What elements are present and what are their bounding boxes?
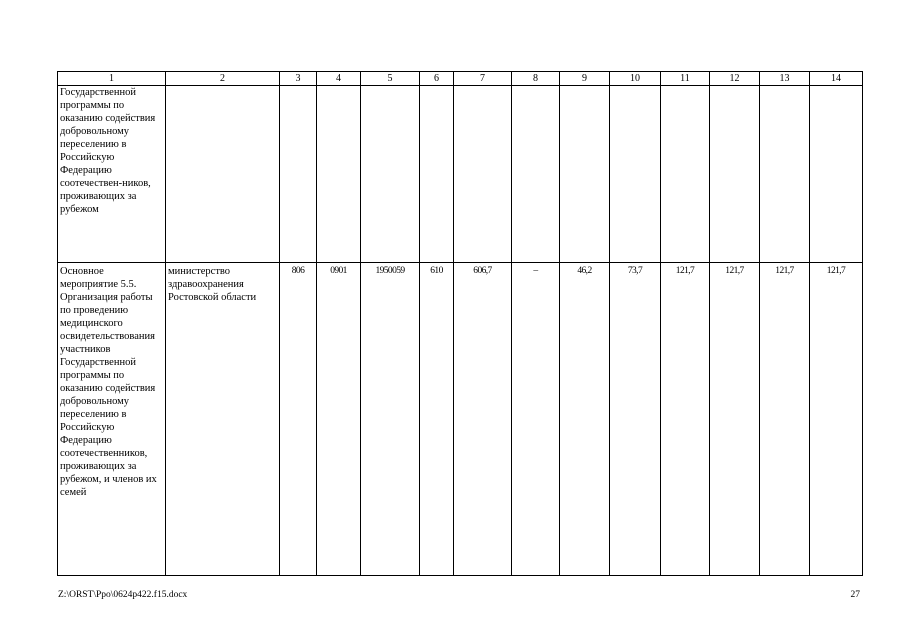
- value-cell: 121,7: [810, 263, 863, 576]
- table-row: [58, 86, 863, 263]
- header-cell: 11: [661, 72, 710, 86]
- header-cell: 1: [58, 72, 166, 86]
- empty-cell: [317, 86, 361, 263]
- empty-cell: [710, 86, 760, 263]
- value-cell: 121,7: [661, 263, 710, 576]
- continuation-cell: Государственной программы по оказанию содействия добровольному переселению в Российскую Федерацию соотечествен-ников, проживающих за рубежом: [58, 86, 166, 263]
- header-cell: 8: [512, 72, 560, 86]
- budget-table: [57, 71, 863, 576]
- value-cell: 46,2: [560, 263, 610, 576]
- empty-cell: [280, 86, 317, 263]
- empty-cell: [166, 86, 280, 263]
- empty-cell: [361, 86, 420, 263]
- table-row: [58, 263, 863, 576]
- empty-cell: [454, 86, 512, 263]
- header-cell: 10: [610, 72, 661, 86]
- executor-cell: министерство здравоохранения Ростовской области: [166, 263, 280, 576]
- empty-cell: [512, 86, 560, 263]
- header-cell: 13: [760, 72, 810, 86]
- value-cell: 1950059: [361, 263, 420, 576]
- header-cell: 7: [454, 72, 512, 86]
- empty-cell: [760, 86, 810, 263]
- value-cell: –: [512, 263, 560, 576]
- value-cell: 73,7: [610, 263, 661, 576]
- header-cell: 6: [420, 72, 454, 86]
- empty-cell: [661, 86, 710, 263]
- header-cell: 14: [810, 72, 863, 86]
- footer-file-path: Z:\ORST\Ppo\0624p422.f15.docx: [58, 590, 188, 600]
- header-cell: 9: [560, 72, 610, 86]
- header-cell: 4: [317, 72, 361, 86]
- value-cell: 606,7: [454, 263, 512, 576]
- empty-cell: [610, 86, 661, 263]
- header-cell: 12: [710, 72, 760, 86]
- empty-cell: [560, 86, 610, 263]
- value-cell: 610: [420, 263, 454, 576]
- page-number: 27: [850, 590, 860, 600]
- value-cell: 121,7: [710, 263, 760, 576]
- header-row: [58, 72, 863, 86]
- header-cell: 3: [280, 72, 317, 86]
- header-cell: 2: [166, 72, 280, 86]
- value-cell: 0901: [317, 263, 361, 576]
- header-cell: 5: [361, 72, 420, 86]
- empty-cell: [420, 86, 454, 263]
- activity-name-cell: Основное мероприятие 5.5. Организация работы по проведению медицинского освидетельствования участников Государственной программы по оказанию содействия добровольному переселению в Российскую Федерацию соотечественников, проживающих за рубежом, и членов их семей: [58, 263, 166, 576]
- empty-cell: [810, 86, 863, 263]
- value-cell: 121,7: [760, 263, 810, 576]
- value-cell: 806: [280, 263, 317, 576]
